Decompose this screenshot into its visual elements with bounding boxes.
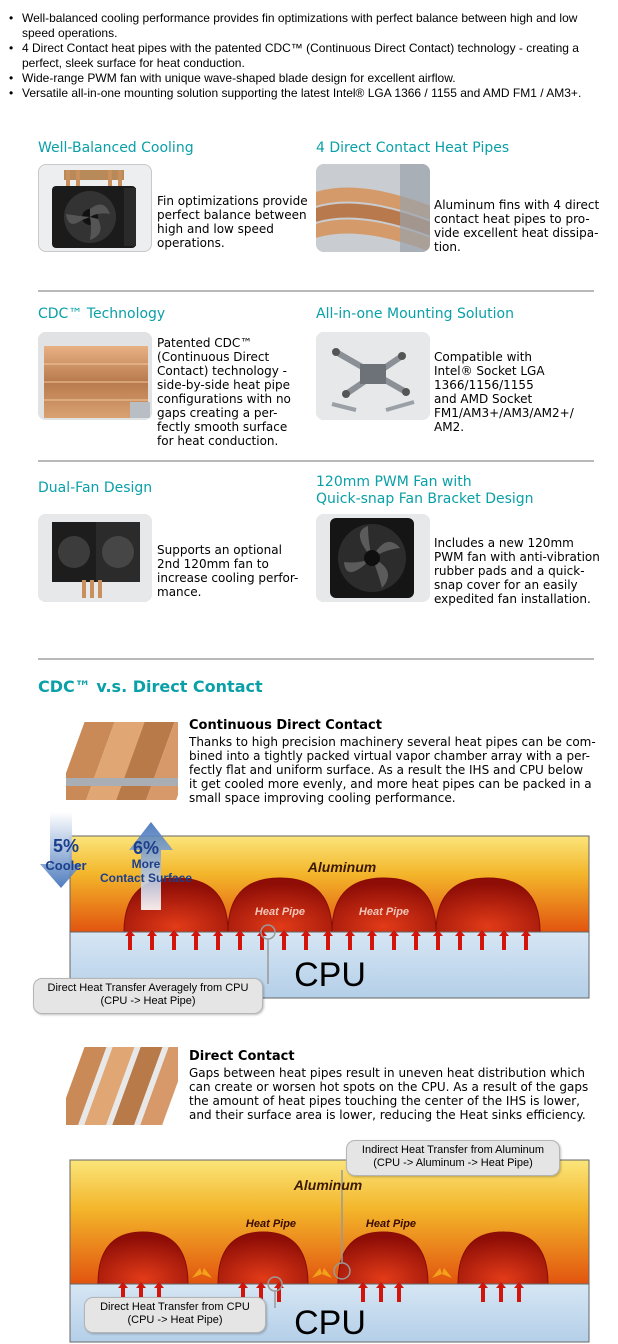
cooler-label: Cooler	[45, 858, 87, 873]
direct-contact-title: Direct Contact	[189, 1049, 295, 1064]
section-divider	[38, 658, 594, 660]
direct-transfer-callout: Direct Heat Transfer Averagely from CPU (CPU -> Heat Pipe)	[33, 978, 263, 1014]
feature-desc-well-balanced-cooling: Fin optimizations provide perfect balance between high and low speed operations.	[157, 194, 308, 250]
heat-pipes-image	[316, 164, 430, 252]
heat-pipe-label: Heat Pipe	[365, 1218, 417, 1230]
feature-desc-heat-pipes: Aluminum fins with 4 direct contact heat pipes to pro- vide excellent heat dissipa- tion.	[434, 198, 600, 254]
feature-title-pwm-fan: 120mm PWM Fan with Quick-snap Fan Bracket Design	[316, 474, 534, 507]
surface-label-1: More	[131, 857, 161, 871]
heat-pipe-label: Heat Pipe	[358, 906, 410, 918]
feature-desc-pwm-fan: Includes a new 120mm PWM fan with anti-vibration rubber pads and a quick- snap cover for an easily expedited fan installation.	[434, 536, 600, 606]
section-divider	[38, 460, 594, 462]
feature-desc-mounting-solution: Compatible with Intel® Socket LGA 1366/1156/1155 and AMD Socket FM1/AM3+/AM3/AM2+/ AM2.	[434, 350, 574, 434]
cooler-percent: 5%	[52, 836, 80, 856]
bullet-item: • Wide-range PWM fan with unique wave-shaped blade design for excellent airflow.	[8, 71, 608, 86]
heat-pipe-label: Heat Pipe	[254, 906, 306, 918]
feature-desc-dual-fan: Supports an optional 2nd 120mm fan to increase cooling perfor- mance.	[157, 543, 299, 599]
surface-label-2: Contact Surface	[99, 871, 193, 885]
feature-title-dual-fan: Dual-Fan Design	[38, 480, 153, 496]
direct-contact-description: Gaps between heat pipes result in uneven heat distribution which can create or worsen hot spots on the CPU. As a result of the gaps the amount of heat pipes touching the center of the IHS is lower, and their surface area is lower, reducing the Heat sinks efficiency.	[189, 1066, 589, 1122]
bullet-item: • Well-balanced cooling performance provides fin optimizations with perfect balance between high and low speed operations.	[8, 11, 608, 41]
comparison-section-title: CDC™ v.s. Direct Contact	[38, 677, 263, 696]
feature-title-cdc-technology: CDC™ Technology	[38, 306, 166, 322]
pwm-fan-image	[316, 514, 430, 602]
dual-fan-image	[38, 514, 152, 602]
feature-title-heat-pipes: 4 Direct Contact Heat Pipes	[316, 140, 510, 156]
cdc-description: Thanks to high precision machinery several heat pipes can be com- bined into a tightly packed virtual vapor chamber array with a per- fectly flat and uniform surface. As a result the IHS and CPU below it get cooled more evenly, and more heat pipes can be packed in a small space improving cooling performance.	[189, 735, 596, 805]
direct-contact-pipes-illustration	[66, 1043, 178, 1125]
section-divider	[38, 290, 594, 292]
bullet-item: • Versatile all-in-one mounting solution supporting the latest Intel® LGA 1366 / 1155 and AMD FM1 / AM3+.	[8, 86, 608, 101]
bullet-item: • 4 Direct Contact heat pipes with the patented CDC™ (Continuous Direct Contact) technology - creating a perfect, sleek surface for heat conduction.	[8, 41, 608, 71]
feature-desc-cdc-technology: Patented CDC™ (Continuous Direct Contact) technology - side-by-side heat pipe configurations with no gaps creating a per- fectly smooth surface for heat conduction.	[157, 336, 291, 448]
heat-pipe-label: Heat Pipe	[245, 1218, 297, 1230]
cdc-title: Continuous Direct Contact	[189, 718, 382, 733]
indirect-transfer-callout: Indirect Heat Transfer from Aluminum (CPU -> Aluminum -> Heat Pipe)	[346, 1140, 560, 1176]
cpu-label: CPU	[294, 1304, 366, 1342]
aluminum-label: Aluminum	[307, 859, 377, 875]
feature-bullet-list	[8, 11, 608, 101]
surface-percent: 6%	[132, 838, 160, 858]
feature-title-mounting-solution: All-in-one Mounting Solution	[316, 306, 514, 322]
aluminum-label: Aluminum	[293, 1177, 363, 1193]
cpu-label: CPU	[294, 956, 366, 994]
cdc-pipes-illustration	[66, 718, 178, 800]
cooler-product-image	[38, 164, 152, 252]
cdc-base-image	[38, 332, 152, 420]
direct-transfer-callout: Direct Heat Transfer from CPU (CPU -> Heat Pipe)	[84, 1297, 266, 1333]
mounting-kit-image	[316, 332, 430, 420]
feature-title-well-balanced-cooling: Well-Balanced Cooling	[38, 140, 194, 156]
